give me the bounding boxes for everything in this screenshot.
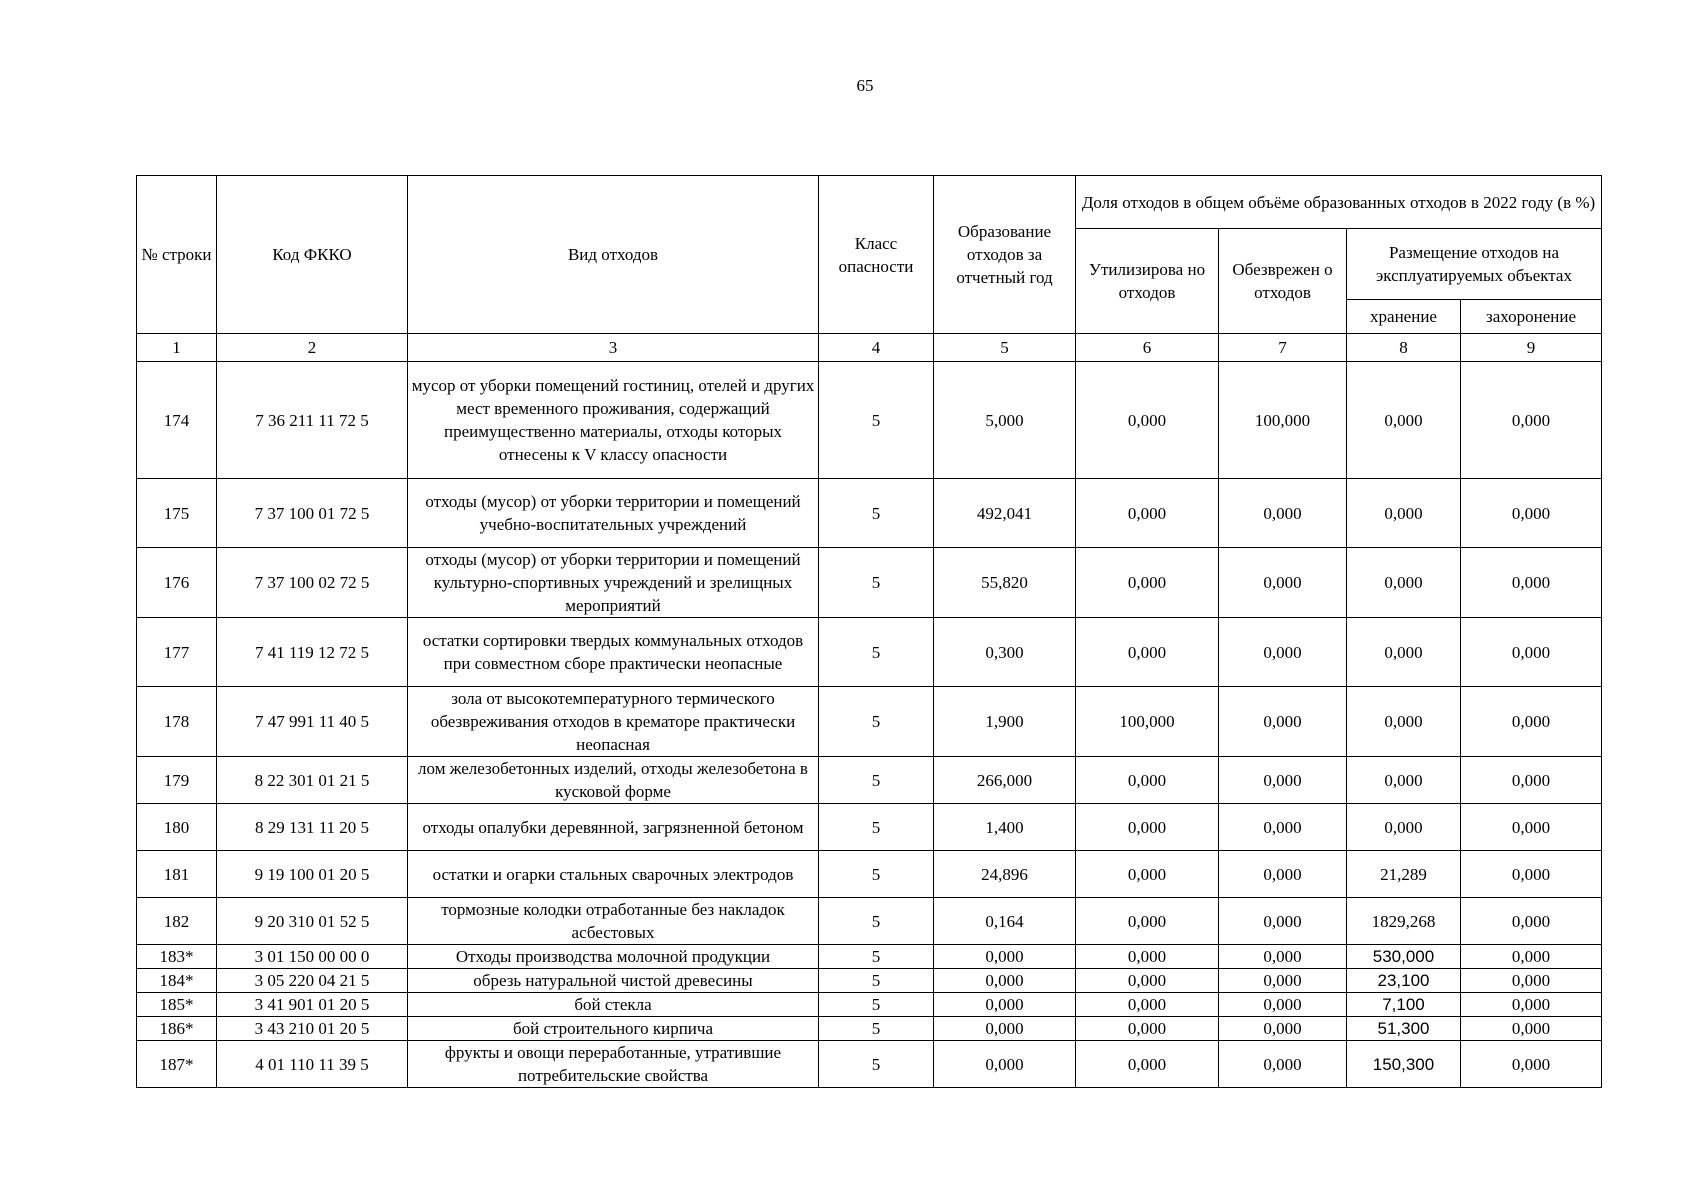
header-fkko-code: Код ФККО	[217, 176, 408, 334]
cell-neutralized: 0,000	[1219, 945, 1347, 969]
cell-storage: 150,300	[1347, 1041, 1461, 1088]
cell-burial: 0,000	[1461, 1017, 1602, 1041]
cell-row-no: 187*	[137, 1041, 217, 1088]
cell-waste-type: Отходы производства молочной продукции	[408, 945, 819, 969]
table-row	[137, 618, 1602, 687]
header-placement-group: Размещение отходов на эксплуатируемых объектах	[1347, 229, 1602, 300]
header-utilized: Утилизирова но отходов	[1076, 229, 1219, 334]
cell-neutralized: 100,000	[1219, 362, 1347, 479]
cell-fkko-code: 9 20 310 01 52 5	[217, 898, 408, 945]
cell-hazard-class: 5	[819, 898, 934, 945]
cell-hazard-class: 5	[819, 851, 934, 898]
header-waste-type: Вид отходов	[408, 176, 819, 334]
cell-utilized: 0,000	[1076, 969, 1219, 993]
cell-row-no: 185*	[137, 993, 217, 1017]
column-number: 6	[1076, 334, 1219, 362]
cell-fkko-code: 7 37 100 01 72 5	[217, 479, 408, 548]
cell-utilized: 0,000	[1076, 548, 1219, 618]
cell-waste-type: остатки сортировки твердых коммунальных отходов при совместном сборе практически неопасные	[408, 618, 819, 687]
cell-storage: 0,000	[1347, 618, 1461, 687]
table-row	[137, 757, 1602, 804]
column-number: 1	[137, 334, 217, 362]
cell-fkko-code: 7 37 100 02 72 5	[217, 548, 408, 618]
cell-utilized: 0,000	[1076, 898, 1219, 945]
cell-generated: 0,000	[934, 1017, 1076, 1041]
cell-storage: 1829,268	[1347, 898, 1461, 945]
cell-neutralized: 0,000	[1219, 548, 1347, 618]
cell-fkko-code: 3 05 220 04 21 5	[217, 969, 408, 993]
cell-burial: 0,000	[1461, 1041, 1602, 1088]
cell-burial: 0,000	[1461, 362, 1602, 479]
cell-neutralized: 0,000	[1219, 898, 1347, 945]
cell-fkko-code: 3 43 210 01 20 5	[217, 1017, 408, 1041]
cell-neutralized: 0,000	[1219, 969, 1347, 993]
cell-row-no: 182	[137, 898, 217, 945]
cell-fkko-code: 7 36 211 11 72 5	[217, 362, 408, 479]
table-row	[137, 362, 1602, 479]
cell-storage: 0,000	[1347, 757, 1461, 804]
table-row	[137, 969, 1602, 993]
cell-fkko-code: 7 47 991 11 40 5	[217, 687, 408, 757]
table-row	[137, 945, 1602, 969]
cell-utilized: 0,000	[1076, 1041, 1219, 1088]
table-row	[137, 993, 1602, 1017]
table-body	[137, 176, 1602, 1088]
cell-utilized: 0,000	[1076, 479, 1219, 548]
column-number: 8	[1347, 334, 1461, 362]
table-row	[137, 898, 1602, 945]
cell-hazard-class: 5	[819, 1041, 934, 1088]
cell-waste-type: бой строительного кирпича	[408, 1017, 819, 1041]
cell-burial: 0,000	[1461, 804, 1602, 851]
column-number: 9	[1461, 334, 1602, 362]
cell-storage: 530,000	[1347, 945, 1461, 969]
cell-waste-type: лом железобетонных изделий, отходы железобетона в кусковой форме	[408, 757, 819, 804]
cell-burial: 0,000	[1461, 757, 1602, 804]
cell-waste-type: обрезь натуральной чистой древесины	[408, 969, 819, 993]
cell-generated: 266,000	[934, 757, 1076, 804]
cell-storage: 0,000	[1347, 479, 1461, 548]
cell-generated: 0,000	[934, 969, 1076, 993]
header-generated: Образование отходов за отчетный год	[934, 176, 1076, 334]
header-burial: захоронение	[1461, 300, 1602, 334]
cell-utilized: 0,000	[1076, 618, 1219, 687]
cell-hazard-class: 5	[819, 687, 934, 757]
cell-waste-type: остатки и огарки стальных сварочных электродов	[408, 851, 819, 898]
cell-hazard-class: 5	[819, 804, 934, 851]
column-number: 3	[408, 334, 819, 362]
cell-burial: 0,000	[1461, 851, 1602, 898]
table-row	[137, 548, 1602, 618]
cell-hazard-class: 5	[819, 479, 934, 548]
cell-neutralized: 0,000	[1219, 479, 1347, 548]
cell-burial: 0,000	[1461, 548, 1602, 618]
table-row	[137, 1017, 1602, 1041]
header-storage: хранение	[1347, 300, 1461, 334]
cell-utilized: 0,000	[1076, 945, 1219, 969]
cell-hazard-class: 5	[819, 618, 934, 687]
cell-generated: 5,000	[934, 362, 1076, 479]
cell-neutralized: 0,000	[1219, 757, 1347, 804]
cell-neutralized: 0,000	[1219, 993, 1347, 1017]
cell-burial: 0,000	[1461, 618, 1602, 687]
column-number: 2	[217, 334, 408, 362]
cell-row-no: 180	[137, 804, 217, 851]
cell-neutralized: 0,000	[1219, 687, 1347, 757]
cell-row-no: 174	[137, 362, 217, 479]
cell-waste-type: фрукты и овощи переработанные, утратившие потребительские свойства	[408, 1041, 819, 1088]
cell-fkko-code: 3 41 901 01 20 5	[217, 993, 408, 1017]
cell-row-no: 176	[137, 548, 217, 618]
table-row	[137, 479, 1602, 548]
cell-storage: 51,300	[1347, 1017, 1461, 1041]
cell-neutralized: 0,000	[1219, 1041, 1347, 1088]
cell-storage: 7,100	[1347, 993, 1461, 1017]
cell-row-no: 183*	[137, 945, 217, 969]
cell-waste-type: отходы (мусор) от уборки территории и помещений культурно-спортивных учреждений и зрелищных мероприятий	[408, 548, 819, 618]
cell-hazard-class: 5	[819, 757, 934, 804]
column-number: 7	[1219, 334, 1347, 362]
cell-hazard-class: 5	[819, 362, 934, 479]
cell-utilized: 0,000	[1076, 804, 1219, 851]
cell-row-no: 181	[137, 851, 217, 898]
cell-fkko-code: 4 01 110 11 39 5	[217, 1041, 408, 1088]
cell-row-no: 186*	[137, 1017, 217, 1041]
column-number: 4	[819, 334, 934, 362]
column-number: 5	[934, 334, 1076, 362]
cell-generated: 0,000	[934, 945, 1076, 969]
cell-generated: 55,820	[934, 548, 1076, 618]
cell-generated: 1,400	[934, 804, 1076, 851]
cell-fkko-code: 7 41 119 12 72 5	[217, 618, 408, 687]
table-row	[137, 1041, 1602, 1088]
cell-waste-type: отходы (мусор) от уборки территории и помещений учебно-воспитательных учреждений	[408, 479, 819, 548]
cell-storage: 21,289	[1347, 851, 1461, 898]
header-row-no: № строки	[137, 176, 217, 334]
cell-waste-type: тормозные колодки отработанные без накладок асбестовых	[408, 898, 819, 945]
cell-generated: 1,900	[934, 687, 1076, 757]
cell-neutralized: 0,000	[1219, 851, 1347, 898]
cell-row-no: 177	[137, 618, 217, 687]
cell-hazard-class: 5	[819, 969, 934, 993]
cell-fkko-code: 3 01 150 00 00 0	[217, 945, 408, 969]
cell-utilized: 0,000	[1076, 1017, 1219, 1041]
cell-waste-type: зола от высокотемпературного термического обезвреживания отходов в крематоре практически неопасная	[408, 687, 819, 757]
cell-fkko-code: 8 29 131 11 20 5	[217, 804, 408, 851]
cell-neutralized: 0,000	[1219, 1017, 1347, 1041]
header-hazard-class: Класс опасности	[819, 176, 934, 334]
header-share-group: Доля отходов в общем объёме образованных отходов в 2022 году (в %)	[1076, 176, 1602, 229]
cell-burial: 0,000	[1461, 898, 1602, 945]
cell-generated: 24,896	[934, 851, 1076, 898]
column-numbers-row	[137, 334, 1602, 362]
cell-storage: 0,000	[1347, 687, 1461, 757]
cell-storage: 0,000	[1347, 804, 1461, 851]
cell-waste-type: отходы опалубки деревянной, загрязненной бетоном	[408, 804, 819, 851]
cell-hazard-class: 5	[819, 993, 934, 1017]
cell-utilized: 100,000	[1076, 687, 1219, 757]
cell-burial: 0,000	[1461, 945, 1602, 969]
cell-storage: 0,000	[1347, 362, 1461, 479]
cell-generated: 0,164	[934, 898, 1076, 945]
cell-fkko-code: 8 22 301 01 21 5	[217, 757, 408, 804]
cell-burial: 0,000	[1461, 969, 1602, 993]
table-row	[137, 687, 1602, 757]
cell-burial: 0,000	[1461, 479, 1602, 548]
cell-hazard-class: 5	[819, 548, 934, 618]
cell-neutralized: 0,000	[1219, 618, 1347, 687]
header-neutralized: Обезврежен о отходов	[1219, 229, 1347, 334]
cell-utilized: 0,000	[1076, 993, 1219, 1017]
cell-utilized: 0,000	[1076, 757, 1219, 804]
cell-waste-type: бой стекла	[408, 993, 819, 1017]
cell-hazard-class: 5	[819, 1017, 934, 1041]
cell-row-no: 178	[137, 687, 217, 757]
cell-waste-type: мусор от уборки помещений гостиниц, отелей и других мест временного проживания, содержащий преимущественно материалы, отходы которых отнесены к V классу опасности	[408, 362, 819, 479]
page-number: 65	[856, 76, 874, 95]
cell-generated: 0,000	[934, 993, 1076, 1017]
cell-fkko-code: 9 19 100 01 20 5	[217, 851, 408, 898]
cell-utilized: 0,000	[1076, 362, 1219, 479]
cell-storage: 0,000	[1347, 548, 1461, 618]
cell-hazard-class: 5	[819, 945, 934, 969]
cell-row-no: 175	[137, 479, 217, 548]
cell-generated: 0,300	[934, 618, 1076, 687]
cell-burial: 0,000	[1461, 687, 1602, 757]
cell-utilized: 0,000	[1076, 851, 1219, 898]
cell-row-no: 184*	[137, 969, 217, 993]
cell-generated: 0,000	[934, 1041, 1076, 1088]
cell-neutralized: 0,000	[1219, 804, 1347, 851]
table-row	[137, 851, 1602, 898]
cell-generated: 492,041	[934, 479, 1076, 548]
cell-storage: 23,100	[1347, 969, 1461, 993]
header-row-1	[137, 176, 1602, 229]
table-row	[137, 804, 1602, 851]
waste-table	[136, 175, 1602, 1088]
cell-row-no: 179	[137, 757, 217, 804]
cell-burial: 0,000	[1461, 993, 1602, 1017]
